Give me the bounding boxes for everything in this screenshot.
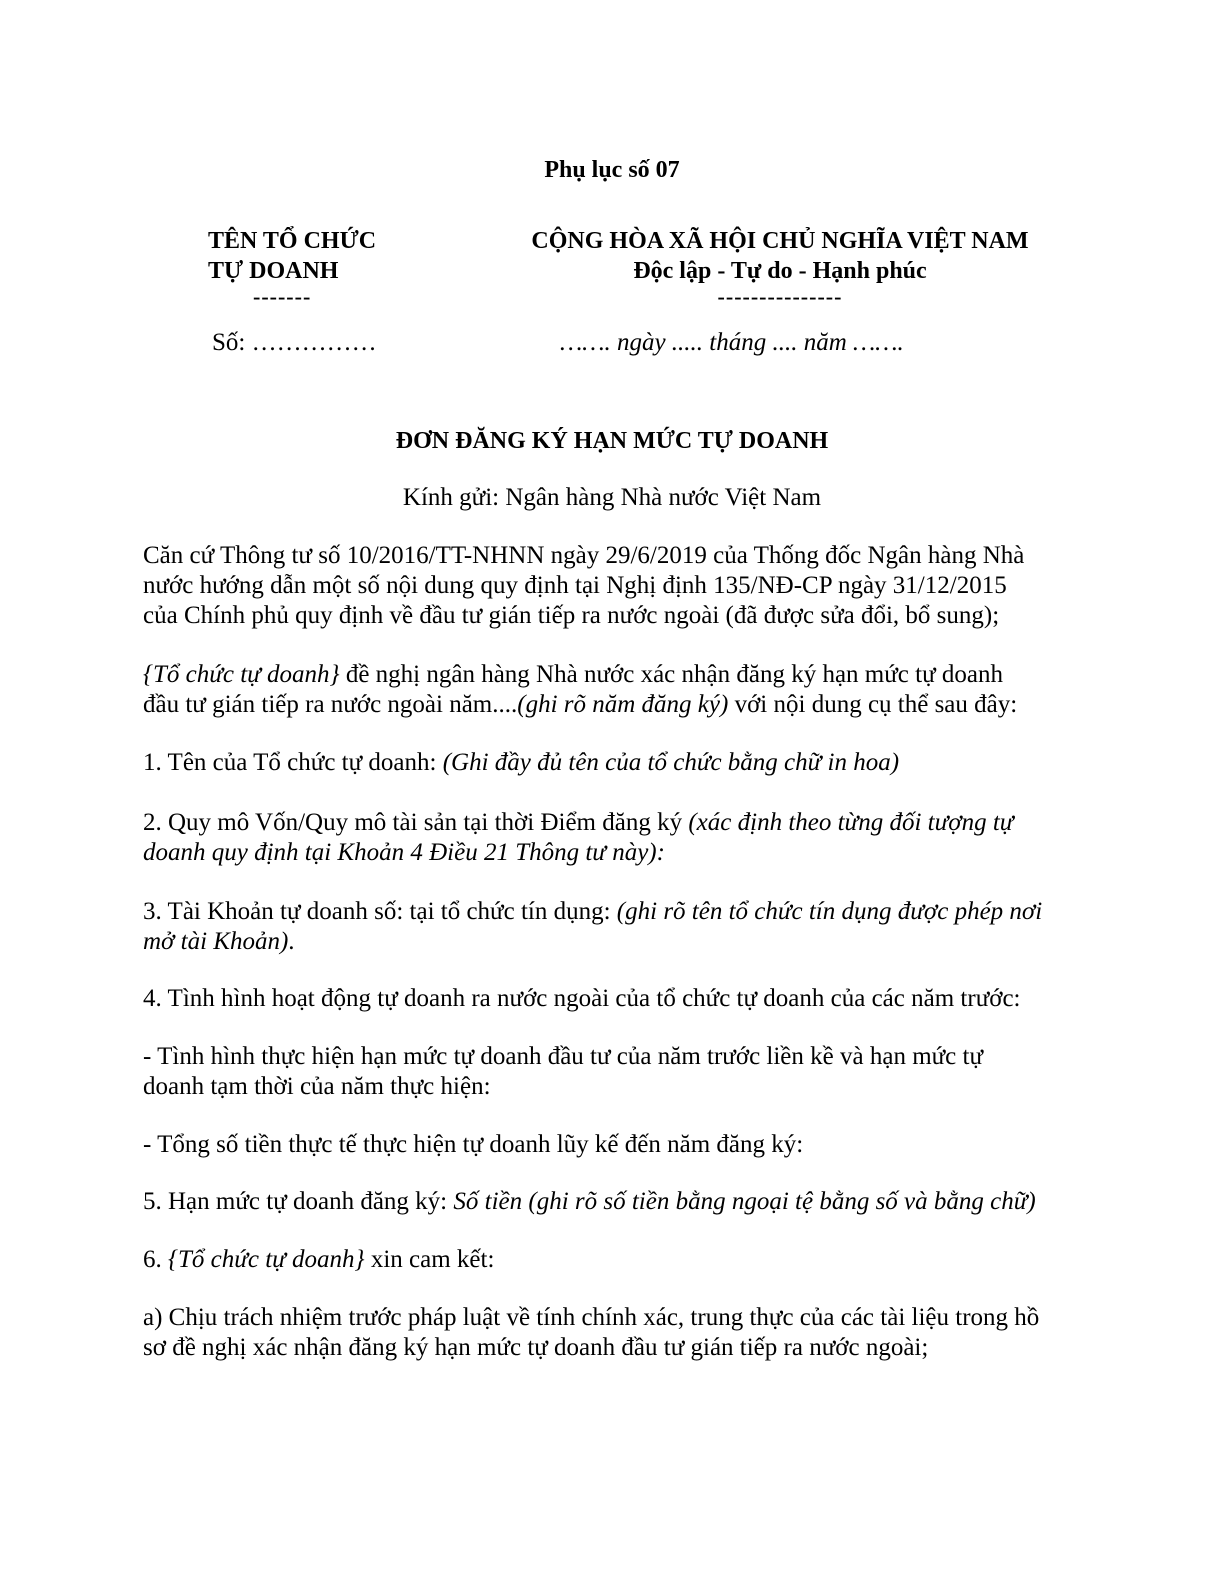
basis-line: Căn cứ Thông tư số 10/2016/TT-NHNN ngày 29/6/2019 của Thống đốc Ngân hàng Nhà xyxy=(143,542,1025,569)
appendix-title: Phụ lục số 07 xyxy=(544,157,680,183)
item-6a-line: a) Chịu trách nhiệm trước pháp luật về tính chính xác, trung thực của các tài liệu trong hồ xyxy=(143,1304,1040,1331)
item-1-label: 1. Tên của Tổ chức tự doanh: xyxy=(143,749,443,776)
item-6-text: xin cam kết: xyxy=(364,1246,495,1273)
basis-line: nước hướng dẫn một số nội dung quy định tại Nghị định 135/NĐ-CP ngày 31/12/2015 xyxy=(143,572,1007,599)
request-text: đề nghị ngân hàng Nhà nước xác nhận đăng ký hạn mức tự doanh xyxy=(339,661,1003,688)
national-header xyxy=(460,226,1100,308)
item-5 xyxy=(143,1187,1083,1217)
item-4-sub-1 xyxy=(143,1042,1083,1102)
item-4-sub-2: - Tổng số tiền thực tế thực hiện tự doanh lũy kế đến năm đăng ký: xyxy=(143,1131,804,1158)
org-placeholder: {Tổ chức tự doanh} xyxy=(168,1246,365,1273)
request-text: với nội dung cụ thể sau đây: xyxy=(728,691,1018,718)
item-2-label: 2. Quy mô Vốn/Quy mô tài sản tại thời Điểm đăng ký xyxy=(143,809,689,836)
national-separator: --------------- xyxy=(717,284,843,309)
item-4-sub-1-line: - Tình hình thực hiện hạn mức tự doanh đầu tư của năm trước liền kề và hạn mức tự xyxy=(143,1043,984,1070)
recipient-line: Kính gửi: Ngân hàng Nhà nước Việt Nam xyxy=(402,484,822,511)
item-6a xyxy=(143,1303,1083,1363)
document-number: Số: …………… xyxy=(212,329,377,356)
item-6a-line: sơ đề nghị xác nhận đăng ký hạn mức tự doanh đầu tư gián tiếp ra nước ngoài; xyxy=(143,1334,929,1361)
legal-basis-paragraph xyxy=(143,541,1083,631)
item-2-note: doanh quy định tại Khoản 4 Điều 21 Thông tư này): xyxy=(143,839,665,866)
basis-line: của Chính phủ quy định về đầu tư gián tiếp ra nước ngoài (đã được sửa đổi, bổ sung); xyxy=(143,602,1000,629)
country-name: CỘNG HÒA XÃ HỘI CHỦ NGHĨA VIỆT NAM xyxy=(531,228,1029,254)
item-2 xyxy=(143,808,1083,868)
item-2-note: (xác định theo từng đối tượng tự xyxy=(688,809,1014,836)
org-separator: ------- xyxy=(253,284,312,309)
year-note: (ghi rõ năm đăng ký) xyxy=(517,691,729,718)
item-4: 4. Tình hình hoạt động tự doanh ra nước ngoài của tổ chức tự doanh của các năm trước: xyxy=(143,985,1021,1012)
item-3 xyxy=(143,897,1083,957)
item-1-note: (Ghi đầy đủ tên của tổ chức bằng chữ in hoa) xyxy=(442,749,900,776)
org-placeholder: {Tổ chức tự doanh} xyxy=(143,661,340,688)
date-line: ……. ngày ..... tháng .... năm ……. xyxy=(560,329,904,356)
item-6-label: 6. xyxy=(143,1246,168,1273)
item-1 xyxy=(143,748,1083,778)
item-3-note: mở tài Khoản) xyxy=(143,928,289,955)
item-3-note: (ghi rõ tên tổ chức tín dụng được phép nơi xyxy=(616,898,1043,925)
org-name-line2: TỰ DOANH xyxy=(208,258,339,284)
item-5-label: 5. Hạn mức tự doanh đăng ký: xyxy=(143,1188,454,1215)
item-5-note: Số tiền (ghi rõ số tiền bằng ngoại tệ bằng số và bằng chữ) xyxy=(453,1188,1036,1215)
request-text: đầu tư gián tiếp ra nước ngoài năm.... xyxy=(143,691,518,718)
request-paragraph xyxy=(143,660,1083,720)
item-3-end: . xyxy=(288,928,295,955)
national-motto: Độc lập - Tự do - Hạnh phúc xyxy=(633,258,927,284)
item-4-sub-1-line: doanh tạm thời của năm thực hiện: xyxy=(143,1073,491,1100)
item-3-label: 3. Tài Khoản tự doanh số: tại tổ chức tín dụng: xyxy=(143,898,617,925)
item-6 xyxy=(143,1245,1083,1275)
form-title: ĐƠN ĐĂNG KÝ HẠN MỨC TỰ DOANH xyxy=(395,428,829,454)
org-name-line1: TÊN TỔ CHỨC xyxy=(208,228,377,254)
organization-header xyxy=(208,226,376,308)
